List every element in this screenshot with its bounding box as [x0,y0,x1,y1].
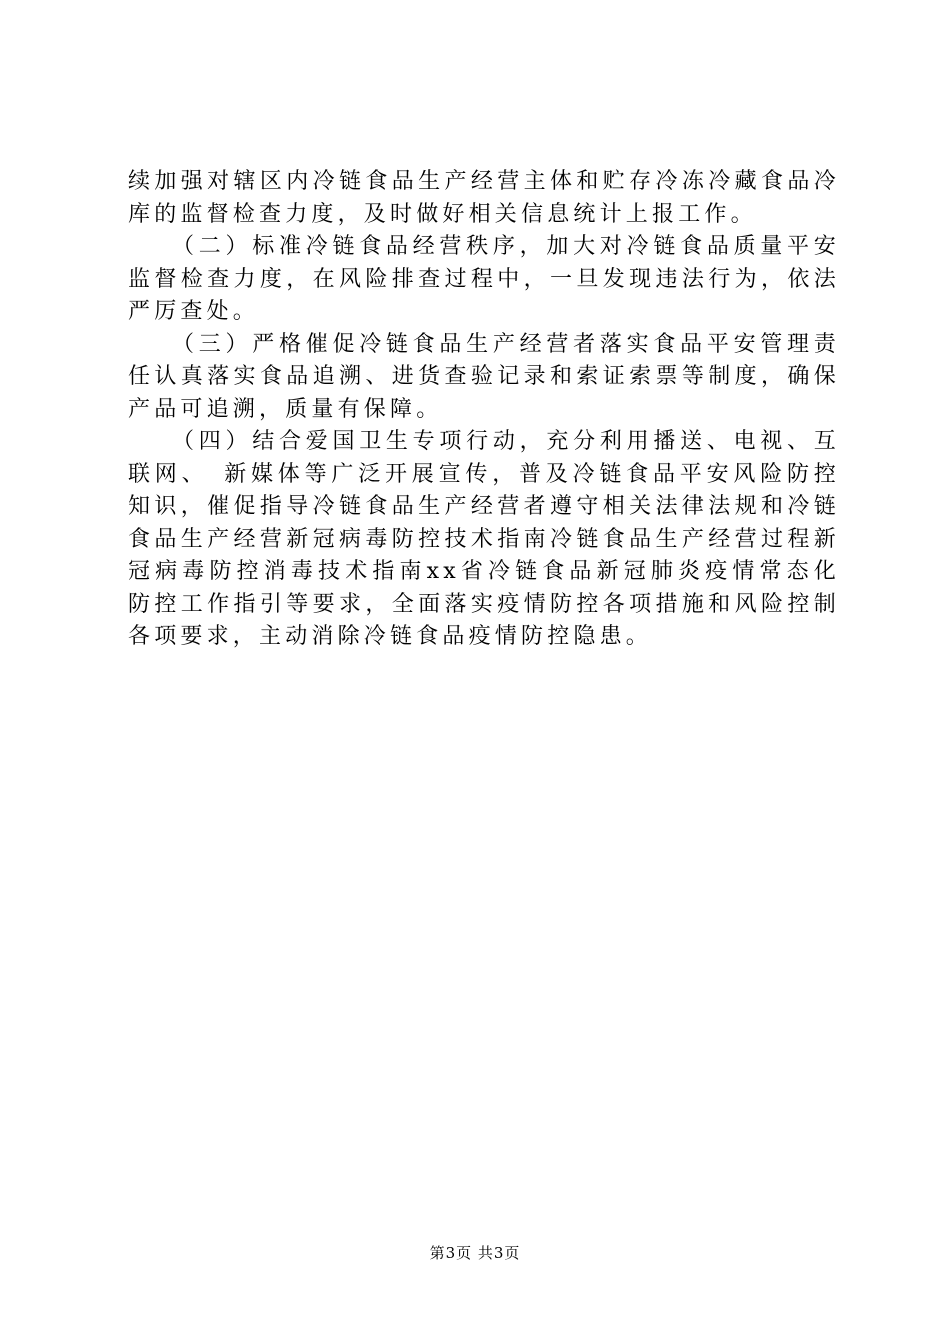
paragraph-item-3: （三）严格催促冷链食品生产经营者落实食品平安管理责任认真落实食品追溯、进货查验记录和索证索票等制度，确保产品可追溯，质量有保障。 [128,331,840,422]
paragraph-item-2: （二）标准冷链食品经营秩序，加大对冷链食品质量平安监督检查力度，在风险排查过程中，一旦发现违法行为，依法严厉查处。 [128,234,840,324]
paragraph-item-4: （四）结合爱国卫生专项行动，充分利用播送、电视、互联网、 新媒体等广泛开展宣传，普及冷链食品平安风险防控知识，催促指导冷链食品生产经营者遵守相关法律法规和冷链食品生产经营新冠病毒防控技术指南冷链食品生产经营过程新冠病毒防控消毒技术指南xx省冷链食品新冠肺炎疫情常态化防控工作指引等要求，全面落实疫情防控各项措施和风险控制各项要求，主动消除冷链食品疫情防控隐患。 [128,429,840,649]
document-body [128,166,840,654]
page-number-footer: 第3页 共3页 [429,1244,521,1262]
paragraph-continuation: 续加强对辖区内冷链食品生产经营主体和贮存冷冻冷藏食品冷库的监督检查力度，及时做好相关信息统计上报工作。 [128,169,840,227]
